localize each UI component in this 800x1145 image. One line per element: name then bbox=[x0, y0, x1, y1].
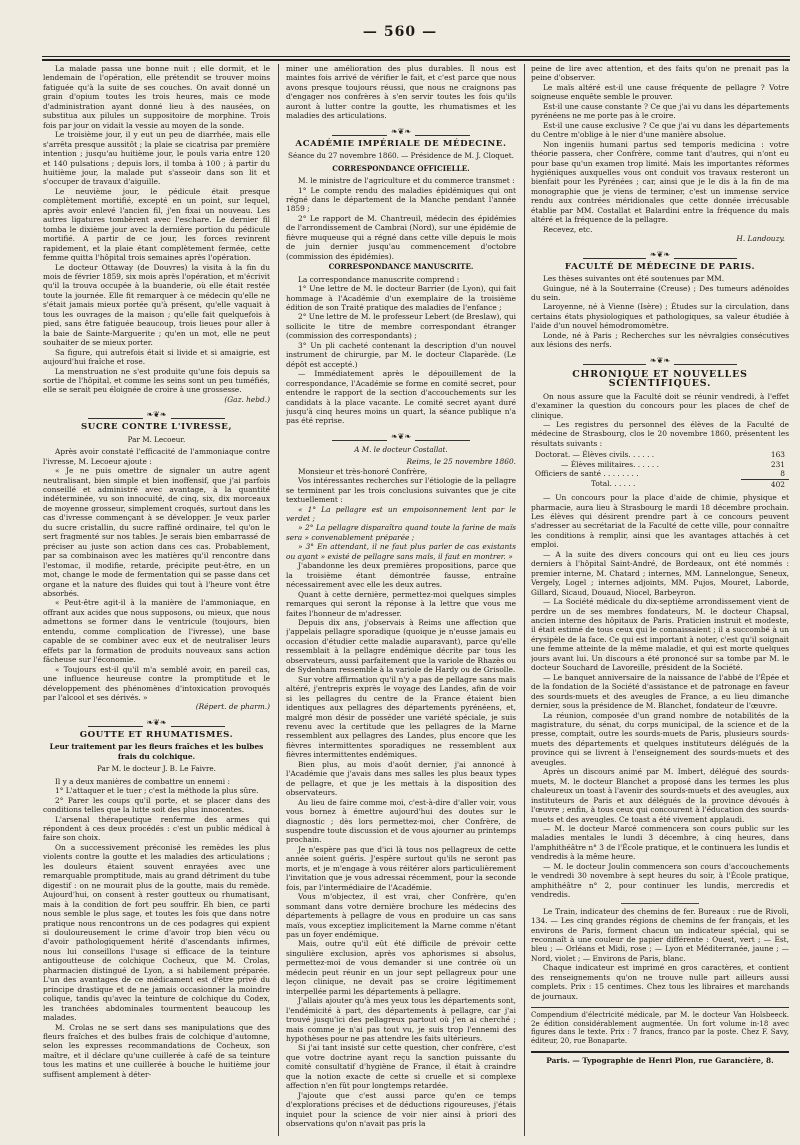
paragraph: 1° Le compte rendu des maladies épidémiques qui ont régné dans le département de la Manche pendant l'année 1859 ; bbox=[286, 185, 516, 214]
paragraph: « Toujours est-il qu'il m'a semblé avoir, en pareil cas, une influence heureuse contre la promptitude et le développement des phénomènes d'intoxication provoqués par l'alcool et ses dérivés. » bbox=[43, 664, 270, 702]
paragraph: Sur votre affirmation qu'il n'y a pas de pellagre sans maïs altéré, j'entrepris exprès le voyage des Landes, afin de voir si les pellagres du centre de la France étaient bien identiques aux pellagres des départements pyrénéens, et, malgré mon désir de posséder une variété spéciale, je suis revenu avec la certitude que les pellagres de la Marne ressemblent aux pellagres des Landes, plus encore que les fièvres intermittentes sporadiques ne ressemblent aux fièvres intermittentes endémiques. bbox=[286, 674, 516, 760]
paragraph: 2° Parer les coups qu'il porte, et se placer dans des conditions telles que la lutte soit des plus innocentes. bbox=[43, 795, 270, 815]
paragraph: Recevez, etc. bbox=[543, 224, 593, 234]
header-rule-thick bbox=[42, 59, 790, 61]
paragraph: Après avoir constaté l'efficacité de l'ammoniaque contre l'ivresse, M. Lecoeur ajoute : bbox=[43, 447, 270, 466]
paragraph: 1° Une lettre de M. le docteur Barrier (de Lyon), qui fait hommage à l'Académie d'un exemplaire de la troisième édition de son Traité pratique des maladies de l'enfance ; bbox=[286, 284, 516, 312]
paragraph: M. le ministre de l'agriculture et du commerce transmet : bbox=[298, 176, 515, 186]
paragraph: Sa figure, qui autrefois était si livide et si amaigrie, est aujourd'hui fraîche et rose. bbox=[43, 347, 270, 367]
paragraph: Les thèses suivantes ont été soutenues par MM. bbox=[543, 274, 725, 284]
paragraph: Guingue, né à la Souterraine (Creuse) ; Des tumeurs adénoïdes du sein. bbox=[531, 283, 789, 302]
article-author: Par M. le docteur J. B. Le Faivre. bbox=[97, 764, 216, 774]
paragraph: Laroyenne, né à Vienne (Isère) ; Études sur la circulation, dans certains états physiologiques et pathologiques, sa valeur étudiée à l'aide d'un nouvel hémodromomètre. bbox=[531, 302, 789, 331]
subsection-title: CORRESPONDANCE MANUSCRITE. bbox=[328, 262, 474, 272]
paragraph: — Le banquet anniversaire de la naissance de l'abbé de l'Épée et de la fondation de la Société d'assistance et de patronage en faveur des sourds-muets et des aveugles de France, a eu lieu dimanche dernier, sous la présidence de M. Blanchet, fondateur de l'œuvre. bbox=[531, 672, 789, 711]
printer-imprint: Paris. — Typographie de Henri Plon, rue Garancière, 8. bbox=[531, 1051, 789, 1065]
paragraph: On a successivement préconisé les remèdes les plus violents contre la goutte et les maladies des articulations ; les douleurs étaient souvent enrayées avec une remarquable promptitude, mais au grand détriment du tube digestif : on ne mourait plus de la goutte, mais du remède. Aujourd'hui, on consent à rester goutteux ou rhumatisant, mais à la condition de fort peu souffrir. Eh bien, ce parti nous semble le plus sage, et toutes les fois que dans notre pratique nous rencontrons un de ces podagres qui expient si douloureusement le crime d'avoir trop bien vécu ou d'avoir pathologiquement hérité d'ascendants infirmes, nous lui conseillons l'usage si efficace de la teinture antigoutteuse de colchique Cocheux, que M. Crolas, pharmacien distingué de Lyon, a si habilement préparée. L'un des avantages de ce médicament est d'être privé du principe drastique et de ne jamais occasionner la moindre colique, tandis qu'avec la teinture de colchique du Codex, les tranchées abdominales tourmentent beaucoup les malades. bbox=[43, 842, 270, 1023]
paragraph: Depuis dix ans, j'observais à Reims une affection que j'appelais pellagre sporadique (quoique je n'eusse jamais eu occasion d'étudier cette maladie auparavant), parce qu'elle ressemblait à la pellagre endémique décrite par tous les observateurs, aussi parfaitement que la variole de Rhazès ou de Sydenham ressemble à la variole de Hardy ou de Grisolle. bbox=[286, 618, 516, 675]
section-title: FACULTÉ DE MÉDECINE DE PARIS. bbox=[564, 261, 756, 272]
paragraph: Le maïs altéré est-il une cause fréquente de pellagre ? Votre soigneuse enquête semble le prouver. bbox=[531, 82, 789, 102]
table-row bbox=[531, 460, 789, 469]
paragraph: — Immédiatement après le dépouillement de la correspondance, l'Académie se forme en comité secret, pour entendre le rapport de la section d'accouchements sur les candidats à la place vacante. Le comité secret ayant duré jusqu'à cinq heures moins un quart, la séance publique n'a pas été reprise. bbox=[286, 369, 516, 426]
paragraph: Bien plus, au mois d'août dernier, j'ai annoncé à l'Académie que j'avais dans mes salles les plus beaux types de pellagre, et que je les mettais à la disposition des observateurs. bbox=[286, 759, 516, 798]
paragraph: 1° L'attaquer et le tuer ; c'est la méthode la plus sûre. bbox=[55, 786, 259, 796]
paragraph: Après un discours animé par M. Imbert, délégué des sourds-muets, M. le docteur Blanchet a proposé dans les termes les plus chaleureux un toast à l'avenir des sourds-muets et des aveugles, aux instituteurs de Paris et aux délégués de la province dévoués à l'œuvre ; enfin, à tous ceux qui concourent à l'éducation des sourds-muets et des aveugles. Ce toast a été vivement applaudi. bbox=[531, 767, 789, 824]
letter-salutation: Monsieur et très-honoré Confrère, bbox=[298, 466, 428, 476]
column-right bbox=[531, 64, 789, 1136]
paragraph: J'abandonne les deux premières propositions, parce que la troisième étant démontrée fausse, entraîne nécessairement avec elle les deux autres. bbox=[286, 561, 516, 590]
table-row bbox=[531, 479, 789, 489]
table-row bbox=[531, 450, 789, 459]
ornament-divider bbox=[583, 354, 738, 365]
table-cell-value: 163 bbox=[770, 450, 785, 460]
paragraph: — Un concours pour la place d'aide de chimie, physique et pharmacie, aura lieu à Strasbourg le mardi 18 décembre prochain. Les élèves qui désirent prendre part à ce concours peuvent s'adresser au secrétariat de la Faculté de cette ville, pour connaître les conditions à remplir, ainsi que les avantages attachés à cet emploi. bbox=[531, 493, 789, 550]
ornament-divider bbox=[332, 430, 470, 441]
ornament-divider bbox=[583, 248, 738, 259]
divider bbox=[621, 903, 698, 904]
paragraph: Si j'ai tant insisté sur cette question, cher confrère, c'est que votre doctrine ayant reçu la sanction puissante du comité consultatif d'hygiène de France, il était à craindre que la notion exacte de cette si cruelle et si complexe affection n'en fût pour longtemps retardée. bbox=[286, 1043, 516, 1091]
paragraph: Le docteur Ottaway (de Douvres) la visita à la fin du mois de février 1859, six mois après l'opération, et m'écrivit qu'il la trouva occupée à la buanderie, où elle était restée toute la journée. Elle fit remarquer à ce médecin qu'elle ne s'était jamais mieux portée qu'à présent, qu'elle vaquait à tous les ouvrages de la maison ; qu'elle fait quelquefois à pied, sans être fatiguée beaucoup, trois lieues pour aller à la baie de Sainte-Marguerite ; qu'en un mot, elle ne peut souhaiter de se mieux porter. bbox=[43, 262, 270, 348]
page-number: — 560 — bbox=[0, 24, 800, 40]
table-cell-label: Total. . . . . . bbox=[591, 479, 636, 489]
advertisement: Le Train, indicateur des chemins de fer. Bureaux : rue de Rivoli, 134. — Les cinq grandes régions de chemins de fer français, et les environs de Paris, forment chacun un indicateur spécial, qui se reconnaît à une couleur de papier différente : Ouest, vert ; — Est, bleu ; — Orléans et Midi, rose ; — Lyon et Méditerranée, jaune ; — Nord, violet ; — Environs de Paris, blanc. bbox=[531, 906, 789, 963]
paragraph: J'ajoute que c'est aussi parce qu'en ce temps d'explorations précises et de déductions rigoureuses, j'étais inquiet pour la science de voir nier ainsi à priori des observations qu'on n'avait pas pris la bbox=[286, 1090, 516, 1129]
paragraph: Est-il une cause constante ? Ce que j'ai vu dans les départements pyrénéens ne me porte pas à le croire. bbox=[531, 101, 789, 121]
column-left bbox=[43, 64, 270, 1136]
article-title: SUCRE CONTRE L'IVRESSE, bbox=[80, 422, 233, 433]
statistics-table bbox=[531, 450, 789, 489]
paragraph: Quant à cette dernière, permettez-moi quelques simples remarques qui seront la réponse à la lettre que vous me faites l'honneur de m'adresser. bbox=[286, 589, 516, 618]
source-citation: (Répert. de pharm.) bbox=[195, 702, 270, 712]
paragraph: M. Crolas ne se sert dans ses manipulations que des fleurs fraîches et des bulbes frais de colchique d'automne, selon les expresses recommandations de Cocheux, son maître, et il déclare qu'une cuillerée à café de sa teinture tous les matins et une cuillerée à bouche le huitième jour suffisent amplement à déter- bbox=[43, 1022, 270, 1079]
table-row bbox=[531, 469, 789, 479]
letter-address: A M. le docteur Costallat. bbox=[354, 444, 448, 454]
paragraph: Vous m'objectez, il est vrai, cher Confrère, qu'en sommant dans votre dernière brochure les médecins des départements à pellagre de vous en produire un cas sans maïs, vous exceptiez implicitement la Marne comme n'étant pas un foyer endémique. bbox=[286, 892, 516, 939]
ornament-divider bbox=[88, 408, 224, 419]
advertisement-compendium: Compendium d'électricité médicale, par M. le docteur Van Holsbeeck. 2e édition considérablement augmentée. Un fort volume in-18 avec figures dans le texte. Prix : 7 francs, franco par la poste. Chez F. Savy, éditeur, 20, rue Bonaparte. bbox=[531, 1007, 789, 1045]
paragraph: Je n'espère pas que d'ici là tous nos pellagreux de cette année soient guéris. J'espère surtout qu'ils ne seront pas morts, et je m'engage à vous réitérer alors particulièrement l'invitation que je vous adressai récemment, pour la seconde fois, par l'intermédiaire de l'Académie. bbox=[286, 844, 516, 892]
table-cell-value: 8 bbox=[741, 469, 789, 479]
column-divider bbox=[524, 64, 525, 1136]
section-title: ACADÉMIE IMPÉRIALE DE MÉDECINE. bbox=[295, 138, 507, 149]
paragraph: — La Société médicale du dix-septième arrondissement vient de perdre un de ses membres fondateurs, M. le docteur Chapsal, ancien interne des hôpitaux de Paris. Praticien instruit et modeste, il était estimé de tous ceux qui le connaissaient ; il a succombé à un érysipèle de la face. Ce qui est important à noter, c'est qu'il soignait une femme atteinte de la même maladie, et qui est morte quelques jours avant lui. Un discours a été prononcé sur sa tombe par M. le docteur Souchard de Lavoreille, président de la Société. bbox=[531, 597, 789, 673]
paragraph: — M. le docteur Joulin commencera son cours d'accouchements le vendredi 30 novembre à sept heures du soir, à l'École pratique, amphithéâtre n° 2, pour continuer les lundis, mercredis et vendredis. bbox=[531, 861, 789, 900]
paragraph: La réunion, composée d'un grand nombre de notabilités de la magistrature, du sénat, du corps municipal, de la science et de la presse, comptait, outre les sourds-muets de Paris, plusieurs sourds-muets des départements et quelques instituteurs délégués de la province qui se livrent à l'enseignement des sourds-muets et des aveugles. bbox=[531, 710, 789, 767]
letter-date: Reims, le 25 novembre 1860. bbox=[406, 457, 516, 467]
table-cell-value: 231 bbox=[770, 459, 785, 469]
paragraph: Non ingeniis humani partus sed temporis medicina : votre théorie passera, cher Confrère, comme tant d'autres, qui n'ont eu pour base qu'un examen trop limité. Mais les importantes réformes hygiéniques auxquelles vous ont conduit vos travaux resteront un bienfait pour les Pyrénées ; car, ainsi que je le dis à la fin de ma monographie que je viens de terminer, c'est un immense service rendu aux contrées méridionales que cette donnée irrécusable établie par MM. Costallat et Balardini entre la fréquence du maïs altéré et la fréquence de la pellagre. bbox=[531, 139, 789, 225]
header-rule bbox=[42, 56, 790, 57]
signature: H. Landouzy. bbox=[736, 234, 785, 244]
paragraph: Londe, né à Paris ; Recherches sur les névralgies consécutives aux lésions des nerfs. bbox=[531, 330, 789, 350]
table-cell-value: 402 bbox=[770, 479, 785, 489]
paragraph: Il y a deux manières de combattre un ennemi : bbox=[55, 776, 230, 786]
advertisement: Chaque indicateur est imprimé en gros caractères, et contient des renseignements qu'on ne trouve nulle part ailleurs aussi complets. Prix : 15 centimes. Chez tous les libraires et marchands de journaux. bbox=[531, 963, 789, 1001]
paragraph: « Je ne puis omettre de signaler un autre agent neutralisant, bien simple et bien inoffensif, que j'ai parfois conseillé et administré avec avantage, à la quantité indéterminée, vu son innocuité, de cinq, six, dix morceaux de moyenne grosseur, simplement croqués, surtout dans les cas d'ivresse commençant à se développer. Je veux parler du sucre cristallin, du sucre raffiné ordinaire, tel qu'on le sert fragmenté sur nos tables. Je serais bien embarrassé de préciser au juste son action dans ces cas. Probablement, par sa combinaison avec les matières qu'il rencontre dans l'estomac, il modifie, retarde, précipite peut-être, en un mot, change le mode de fermentation qui se passe dans cet organe et la nature des fluides qui tout à l'heure vont être absorbés. bbox=[43, 466, 270, 599]
paragraph: Est-il une cause exclusive ? Ce que j'ai vu dans les départements du Centre m'oblige à le nier d'une manière absolue. bbox=[531, 120, 789, 140]
paragraph: — A la suite des divers concours qui ont eu lieu ces jours derniers à l'hôpital Saint-André, de Bordeaux, ont été nommés : premier interne, M. Chatard ; internes, MM. Lannelongue, Seneux, Vergely, Logel ; internes adjoints, MM. Pujos, Mouret, Laborde, Gillard, Sicaud, Douaud, Niocel, Barbeyron. bbox=[531, 549, 789, 597]
quote-line: » 3° En attendant, il ne faut plus parler de cas existants ou ayant » existé de pellagre sans maïs, il faut en montrer. » bbox=[286, 542, 516, 561]
paragraph: J'allais ajouter qu'à mes yeux tous les départements sont, l'endémicité à part, des départements à pellagre, car j'ai trouvé jusqu'ici des pellagreux partout où j'en ai cherché ; mais comme je n'ai pas tout vu, je suis trop l'ennemi des hypothèses pour ne pas attendre les faits ultérieurs. bbox=[286, 996, 516, 1043]
paragraph: La malade passa une bonne nuit ; elle dormit, et le lendemain de l'opération, elle prétendit se trouver moins fatiguée qu'à la suite de ses couches. On avait donné un grain d'opium toutes les trois heures, mais ce mode d'administration ayant donné lieu à des nausées, on substitua aux pilules un suppositoire de morphine. Trois fois par jour on vidait la vessie au moyen de la sonde. bbox=[43, 64, 270, 130]
table-cell-label: — Élèves militaires. . . . . . bbox=[561, 459, 659, 469]
paragraph: La menstruation ne s'est produite qu'une fois depuis sa sortie de l'hôpital, et comme les seins sont un peu tuméfiés, elle se serait peu éloignée de croire à une grossesse. bbox=[43, 366, 270, 395]
section-title: CHRONIQUE ET NOUVELLES SCIENTIFIQUES. bbox=[572, 368, 748, 390]
column-divider bbox=[278, 64, 279, 1136]
paragraph: Au lieu de faire comme moi, c'est-à-dire d'aller voir, vous vous bornez à émettre aujourd'hui des doutes sur le diagnostic ; dès lors permettez-moi, cher Confrère, de suspendre toute discussion et de vous ajourner au printemps prochain. bbox=[286, 797, 516, 845]
paragraph: La correspondance manuscrite comprend : bbox=[298, 274, 460, 284]
paragraph: L'arsenal thérapeutique renferme des armes qui répondent à ces deux procédés : c'est un public médical à faire son choix. bbox=[43, 814, 270, 843]
article-author: Par M. Lecoeur. bbox=[127, 434, 186, 444]
subsection-title: CORRESPONDANCE OFFICIELLE. bbox=[332, 163, 470, 173]
session-info: Séance du 27 novembre 1860. — Présidence de M. J. Cloquet. bbox=[288, 151, 514, 161]
quote-line: « 1° La pellagre est un empoisonnement lent par le verdet ; bbox=[286, 504, 516, 524]
paragraph: 3° Un pli cacheté contenant la description d'un nouvel instrument de chirurgie, par M. le docteur Claparède. (Le dépôt est accepté.) bbox=[286, 340, 516, 369]
paragraph: Le troisième jour, il y eut un peu de diarrhée, mais elle s'arrêta presque aussitôt ; la plaie se cicatrisa par première intention ; jusqu'au huitième jour, le pouls varia entre 120 et 140 pulsations ; depuis lors, il tomba à 100 ; à partir du huitième jour, la malade put s'asseoir dans son lit et s'occuper de travaux d'aiguille. bbox=[43, 130, 270, 187]
quote-line: » 2° La pellagre disparaîtra quand toute la farine de maïs sera » convenablement préparée ; bbox=[286, 523, 516, 542]
table-cell-label: Officiers de santé . . . . . . . . bbox=[535, 469, 639, 479]
ornament-divider bbox=[332, 125, 470, 136]
paragraph: « Peut-être agit-il à la manière de l'ammoniaque, en offrant aux acides que nous supposons, ou mieux, que nous admettons se former dans le ventricule (toujours, bien entendu, comme complication de l'ivresse), une base capable de se combiner avec eux et de neutraliser leurs effets par la formation de produits nouveaux sans action fâcheuse sur l'économie. bbox=[43, 598, 270, 665]
paragraph: miner une amélioration des plus durables. Il nous est maintes fois arrivé de vérifier le fait, et c'est parce que nous avons presque toujours réussi, que nous ne craignons pas d'engager nos confrères à s'en servir toutes les fois qu'ils auront à lutter contre la goutte, les rhumatismes et les maladies des articulations. bbox=[286, 64, 516, 121]
paragraph: — Les registres du personnel des élèves de la Faculté de médecine de Strasbourg, clos le 20 novembre 1860, présentent les résultats suivants : bbox=[531, 419, 789, 448]
ornament-divider bbox=[88, 716, 224, 727]
paragraph: On nous assure que la Faculté doit se réunir vendredi, à l'effet d'examiner la question du concours pour les places de chef de clinique. bbox=[531, 391, 789, 420]
paragraph: Vos intéressantes recherches sur l'étiologie de la pellagre se terminent par les trois conclusions suivantes que je cite textuellement : bbox=[286, 476, 516, 505]
article-title: GOUTTE ET RHUMATISMES. bbox=[79, 729, 234, 740]
page-header bbox=[0, 0, 800, 64]
article-subtitle: Leur traitement par les fleurs fraîches et les bulbes frais du colchique. bbox=[49, 742, 264, 761]
paragraph: 2° Le rapport de M. Chantreuil, médecin des épidémies de l'arrondissement de Cambrai (Nord), sur une épidémie de fièvre muqueuse qui a régné dans cette ville depuis le mois de juin dernier jusqu'au commencement d'octobre (commission des épidémies). bbox=[286, 213, 516, 261]
paragraph: — M. le docteur Marcé commencera son cours public sur les maladies mentales le lundi 3 décembre, à cinq heures, dans l'amphithéâtre n° 3 de l'École pratique, et le continuera les lundis et vendredis à la même heure. bbox=[531, 823, 789, 862]
paragraph: 2° Une lettre de M. le professeur Lebert (de Breslaw), qui sollicite le titre de membre correspondant étranger (commission des correspondants) ; bbox=[286, 312, 516, 341]
table-cell-label: Doctorat. — Élèves civils. . . . . . bbox=[535, 450, 655, 460]
paragraph: peine de lire avec attention, et des faits qu'on ne prenait pas la peine d'observer. bbox=[531, 64, 789, 83]
column-middle bbox=[286, 64, 516, 1136]
source-citation: (Gaz. hebd.) bbox=[224, 394, 270, 404]
paragraph: Mais, outre qu'il eût été difficile de prévoir cette singulière exclusion, après vos aphorismes si absolus, permettez-moi de vous demander si une contrée où un médecin peut réunir en un jour sept pellagreux pour une leçon clinique, ne devait pas se croire légitimement interpellée parmi les départements à pellagre. bbox=[286, 939, 516, 996]
paragraph: Le neuvième jour, le pédicule était presque complètement mortifié, excepté en un point, sur lequel, après avoir enlevé l'ancien fil, j'en fixai un nouveau. Les autres ligatures tombèrent avec l'eschare. Le dernier fil tomba le dixième jour avec la dernière portion du pédicule mortifié. A partir de ce jour, les forces revinrent rapidement, et la plaie étant complètement fermée, cette femme quitta l'hôpital trois semaines après l'opération. bbox=[43, 186, 270, 263]
